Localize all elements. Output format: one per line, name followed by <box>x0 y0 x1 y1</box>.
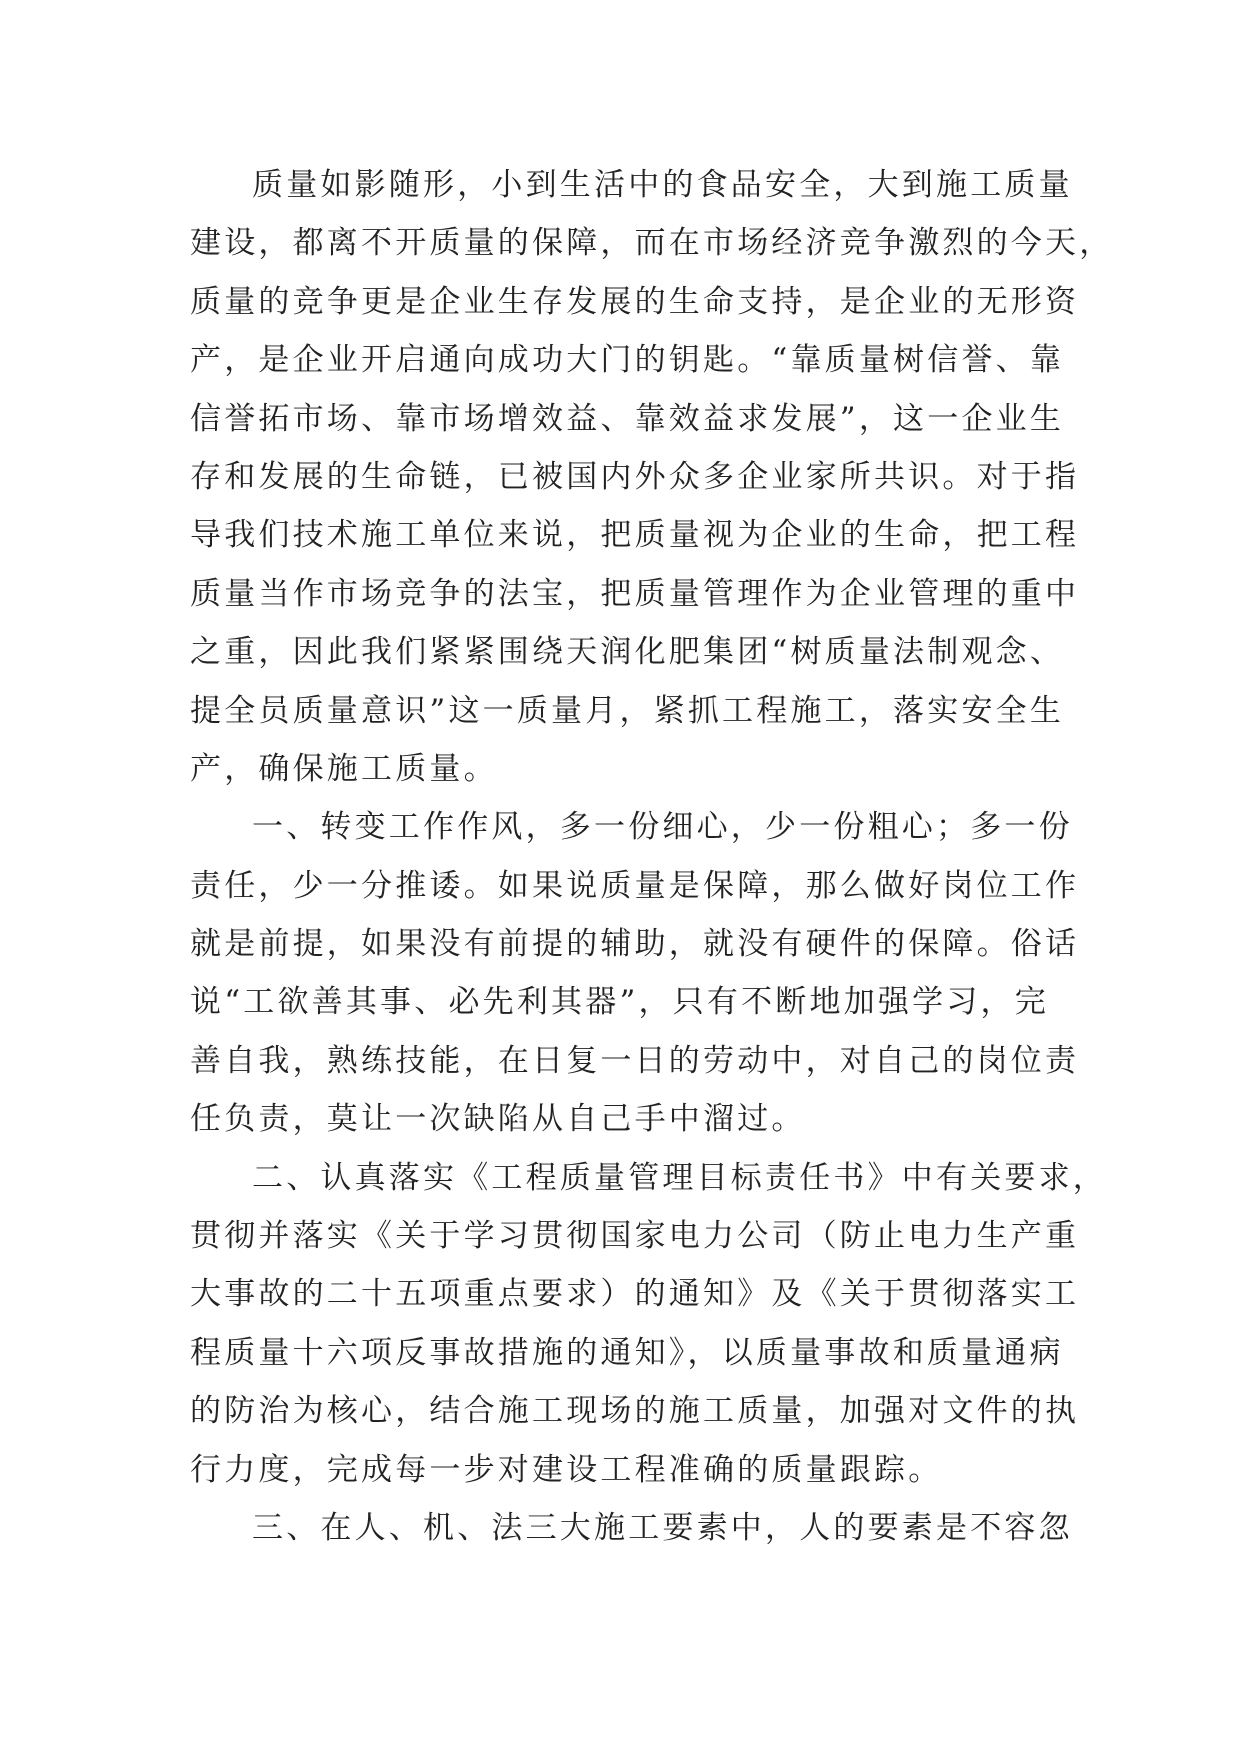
text-line: 贯彻并落实《关于学习贯彻国家电力公司（防止电力生产重 <box>190 1218 1080 1255</box>
text-line: 责任，少一分推诿。如果说质量是保障，那么做好岗位工作 <box>190 867 1080 904</box>
text-line: 说“工欲善其事、必先利其器”，只有不断地加强学习，完 <box>190 984 1049 1021</box>
text-line: 善自我，熟练技能，在日复一日的劳动中，对自己的岗位责 <box>190 1042 1080 1079</box>
text-line: 二、认真落实《工程质量管理目标责任书》中有关要求， <box>252 1159 1107 1196</box>
text-line: 一、转变工作作风，多一份细心，少一份粗心；多一份 <box>252 809 1073 846</box>
text-line: 的防治为核心，结合施工现场的施工质量，加强对文件的执 <box>190 1393 1080 1430</box>
text-line: 行力度，完成每一步对建设工程准确的质量跟踪。 <box>190 1451 943 1488</box>
text-line: 三、在人、机、法三大施工要素中，人的要素是不容忽 <box>252 1509 1073 1546</box>
text-line: 信誉拓市场、靠市场增效益、靠效益求发展”，这一企业生 <box>190 400 1065 437</box>
text-line: 产，是企业开启通向成功大门的钥匙。“靠质量树信誉、靠 <box>190 342 1065 379</box>
text-line: 之重，因此我们紧紧围绕天润化肥集团“树质量法制观念、 <box>190 634 1065 671</box>
text-line: 大事故的二十五项重点要求）的通知》及《关于贯彻落实工 <box>190 1276 1080 1313</box>
text-line: 质量如影随形，小到生活中的食品安全，大到施工质量 <box>252 167 1073 203</box>
body-text <box>190 156 1114 1557</box>
text-line: 产，确保施工质量。 <box>190 750 498 787</box>
text-line: 提全员质量意识”这一质量月，紧抓工程施工，落实安全生 <box>190 692 1065 729</box>
text-line: 任负责，莫让一次缺陷从自己手中溜过。 <box>190 1101 806 1138</box>
text-line: 程质量十六项反事故措施的通知》，以质量事故和质量通病 <box>190 1334 1064 1371</box>
text-line: 质量的竞争更是企业生存发展的生命支持，是企业的无形资 <box>190 283 1080 320</box>
text-line: 质量当作市场竞争的法宝，把质量管理作为企业管理的重中 <box>190 575 1080 612</box>
text-line: 导我们技术施工单位来说，把质量视为企业的生命，把工程 <box>190 517 1080 554</box>
text-line: 建设，都离不开质量的保障，而在市场经济竞争激烈的今天， <box>190 225 1114 262</box>
text-line: 存和发展的生命链，已被国内外众多企业家所共识。对于指 <box>190 458 1080 495</box>
text-line: 就是前提，如果没有前提的辅助，就没有硬件的保障。俗话 <box>190 926 1080 963</box>
